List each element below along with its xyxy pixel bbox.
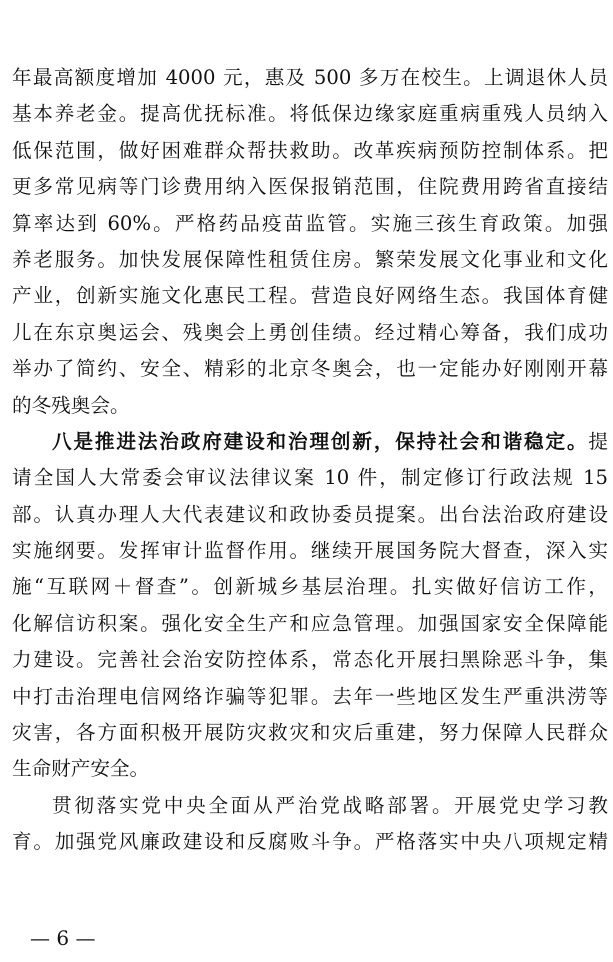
body-text-line: 的冬残奥会。	[12, 393, 130, 417]
footer-dash-right: —	[75, 926, 96, 950]
footer-dash-left: —	[30, 926, 50, 950]
body-text-line: 儿在东京奥运会、残奥会上勇创佳绩。经过精心筹备，我们成功	[12, 320, 608, 344]
body-text-fragment: 提	[588, 429, 608, 453]
body-text-line: 育。加强党风廉政建设和反腐败斗争。严格落实中央八项规定精	[12, 830, 608, 854]
body-text-line: 部。认真办理人大代表建议和政协委员提案。出台法治政府建设	[12, 502, 608, 526]
body-text-line: 中打击治理电信网络诈骗等犯罪。去年一些地区发生严重洪涝等	[12, 684, 608, 708]
body-text-line: 年最高额度增加 4000 元，惠及 500 多万在校生。上调退休人员	[12, 66, 608, 89]
body-text-line: 力建设。完善社会治安防控体系，常态化开展扫黑除恶斗争，集	[12, 648, 608, 672]
body-text-line: 贯彻落实党中央全面从严治党战略部署。开展党史学习教	[52, 793, 608, 817]
document-page	[12, 60, 608, 861]
body-text-line: 实施纲要。发挥审计监督作用。继续开展国务院大督查，深入实	[12, 539, 608, 563]
body-text-line: 产业，创新实施文化惠民工程。营造良好网络生态。我国体育健	[12, 284, 608, 308]
section-heading: 八是推进法治政府建设和治理创新，保持社会和谐稳定。	[52, 429, 589, 453]
body-text-line: 生命财产安全。	[12, 757, 150, 781]
body-text-line: 请全国人大常委会审议法律议案 10 件，制定修订行政法规 15	[12, 466, 608, 490]
body-text-line: 举办了简约、安全、精彩的北京冬奥会，也一定能办好刚刚开幕	[12, 357, 608, 381]
body-text-line: 施“互联网＋督查”。创新城乡基层治理。扎实做好信访工作，	[12, 575, 608, 599]
body-text-line: 更多常见病等门诊费用纳入医保报销范围，住院费用跨省直接结	[12, 175, 608, 199]
section-heading-line	[12, 424, 608, 460]
body-text-line: 基本养老金。提高优抚标准。将低保边缘家庭重病重残人员纳入	[12, 102, 608, 126]
body-text-line: 养老服务。加快发展保障性租赁住房。繁荣发展文化事业和文化	[12, 247, 608, 271]
body-text-line: 化解信访积案。强化安全生产和应急管理。加强国家安全保障能	[12, 611, 608, 635]
page-footer	[30, 924, 95, 952]
body-text-line: 灾害，各方面积极开展防灾救灾和灾后重建，努力保障人民群众	[12, 721, 608, 745]
page-number: 6	[56, 926, 70, 950]
body-text-line: 低保范围，做好困难群众帮扶救助。改革疾病预防控制体系。把	[12, 138, 608, 162]
body-text-line: 算率达到 60%。严格药品疫苗监管。实施三孩生育政策。加强	[12, 211, 608, 235]
